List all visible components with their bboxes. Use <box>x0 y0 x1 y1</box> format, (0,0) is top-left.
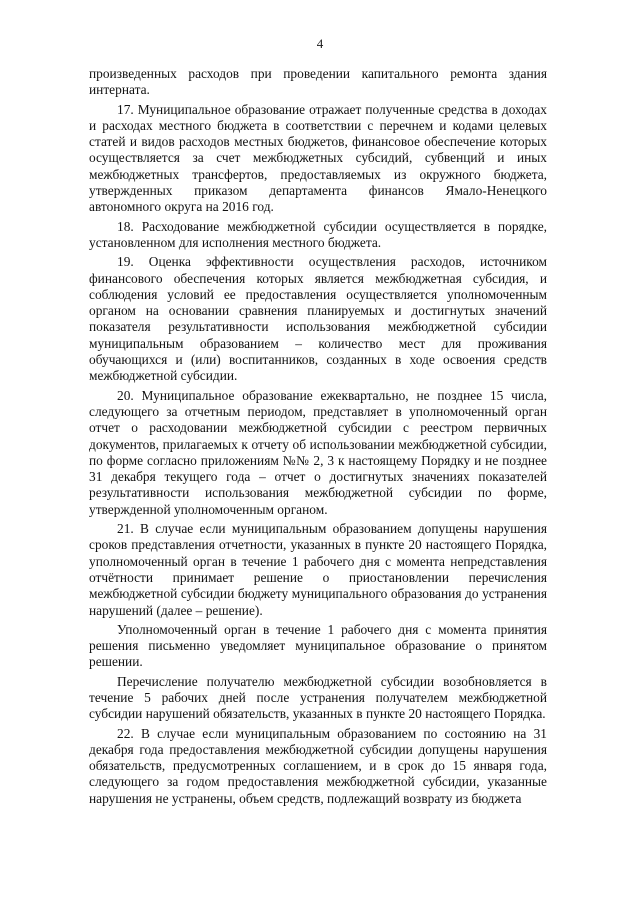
paragraph-17: 17. Муниципальное образование отражает полученные средства в доходах и расходах местного бюджета в соответствии с перечнем и кодами целевых статей и видов расходов местных бюджетов, финансовое обеспечение которых осуществляется за счет межбюджетных субсидий, субвенций и иных межбюджетных трансфертов, предоставляемых из окружного бюджета, утвержденных приказом департамента финансов Ямало-Ненецкого автономного округа на 2016 год. <box>89 101 547 215</box>
document-body <box>89 66 547 810</box>
paragraph-21-notification: Уполномоченный орган в течение 1 рабочего дня с момента принятия решения письменно уведомляет муниципальное образование о принятом решении. <box>89 621 547 670</box>
paragraph-21-resumption: Перечисление получателю межбюджетной субсидии возобновляется в течение 5 рабочих дней после устранения получателем межбюджетной субсидии нарушений обязательств, указанных в пункте 20 настоящего Порядка. <box>89 673 547 722</box>
page-number: 4 <box>316 36 324 51</box>
paragraph-22: 22. В случае если муниципальным образованием по состоянию на 31 декабря года предоставления межбюджетной субсидии допущены нарушения обязательств, предусмотренных соглашением, и в срок до 15 января года, следующего за годом предоставления межбюджетной субсидии, указанные нарушения не устранены, объем средств, подлежащий возврату из бюджета <box>89 725 547 806</box>
paragraph-20: 20. Муниципальное образование ежеквартально, не позднее 15 числа, следующего за отчетным периодом, представляет в уполномоченный орган отчет о расходовании межбюджетной субсидии с реестром первичных документов, прилагаемых к отчету об использовании межбюджетной субсидии, по форме согласно приложениям №№ 2, 3 к настоящему Порядку и не позднее 31 декабря текущего года – отчет о достигнутых значениях показателей результативности использования межбюджетной субсидии по форме, утвержденной уполномоченным органом. <box>89 387 547 517</box>
paragraph-19: 19. Оценка эффективности осуществления расходов, источником финансового обеспечения которых является межбюджетная субсидия, и соблюдения условий ее предоставления осуществляется уполномоченным органом на основании сравнения планируемых и достигнутых значений показателя результативности использования межбюджетной субсидии муниципальным образованием – количество мест для проживания обучающихся и (или) воспитанников, созданных в ходе освоения средств межбюджетной субсидии. <box>89 254 547 384</box>
paragraph-21: 21. В случае если муниципальным образованием допущены нарушения сроков представления отчетности, указанных в пункте 20 настоящего Порядка, уполномоченный орган в течение 1 рабочего дня с момента непредставления отчётности принимает решение о приостановлении перечисления межбюджетной субсидии бюджету муниципального образования до устранения нарушений (далее – решение). <box>89 521 547 618</box>
paragraph-16-continuation: произведенных расходов при проведении капитального ремонта здания интерната. <box>89 66 547 98</box>
paragraph-18: 18. Расходование межбюджетной субсидии осуществляется в порядке, установленном для исполнения местного бюджета. <box>89 218 547 250</box>
